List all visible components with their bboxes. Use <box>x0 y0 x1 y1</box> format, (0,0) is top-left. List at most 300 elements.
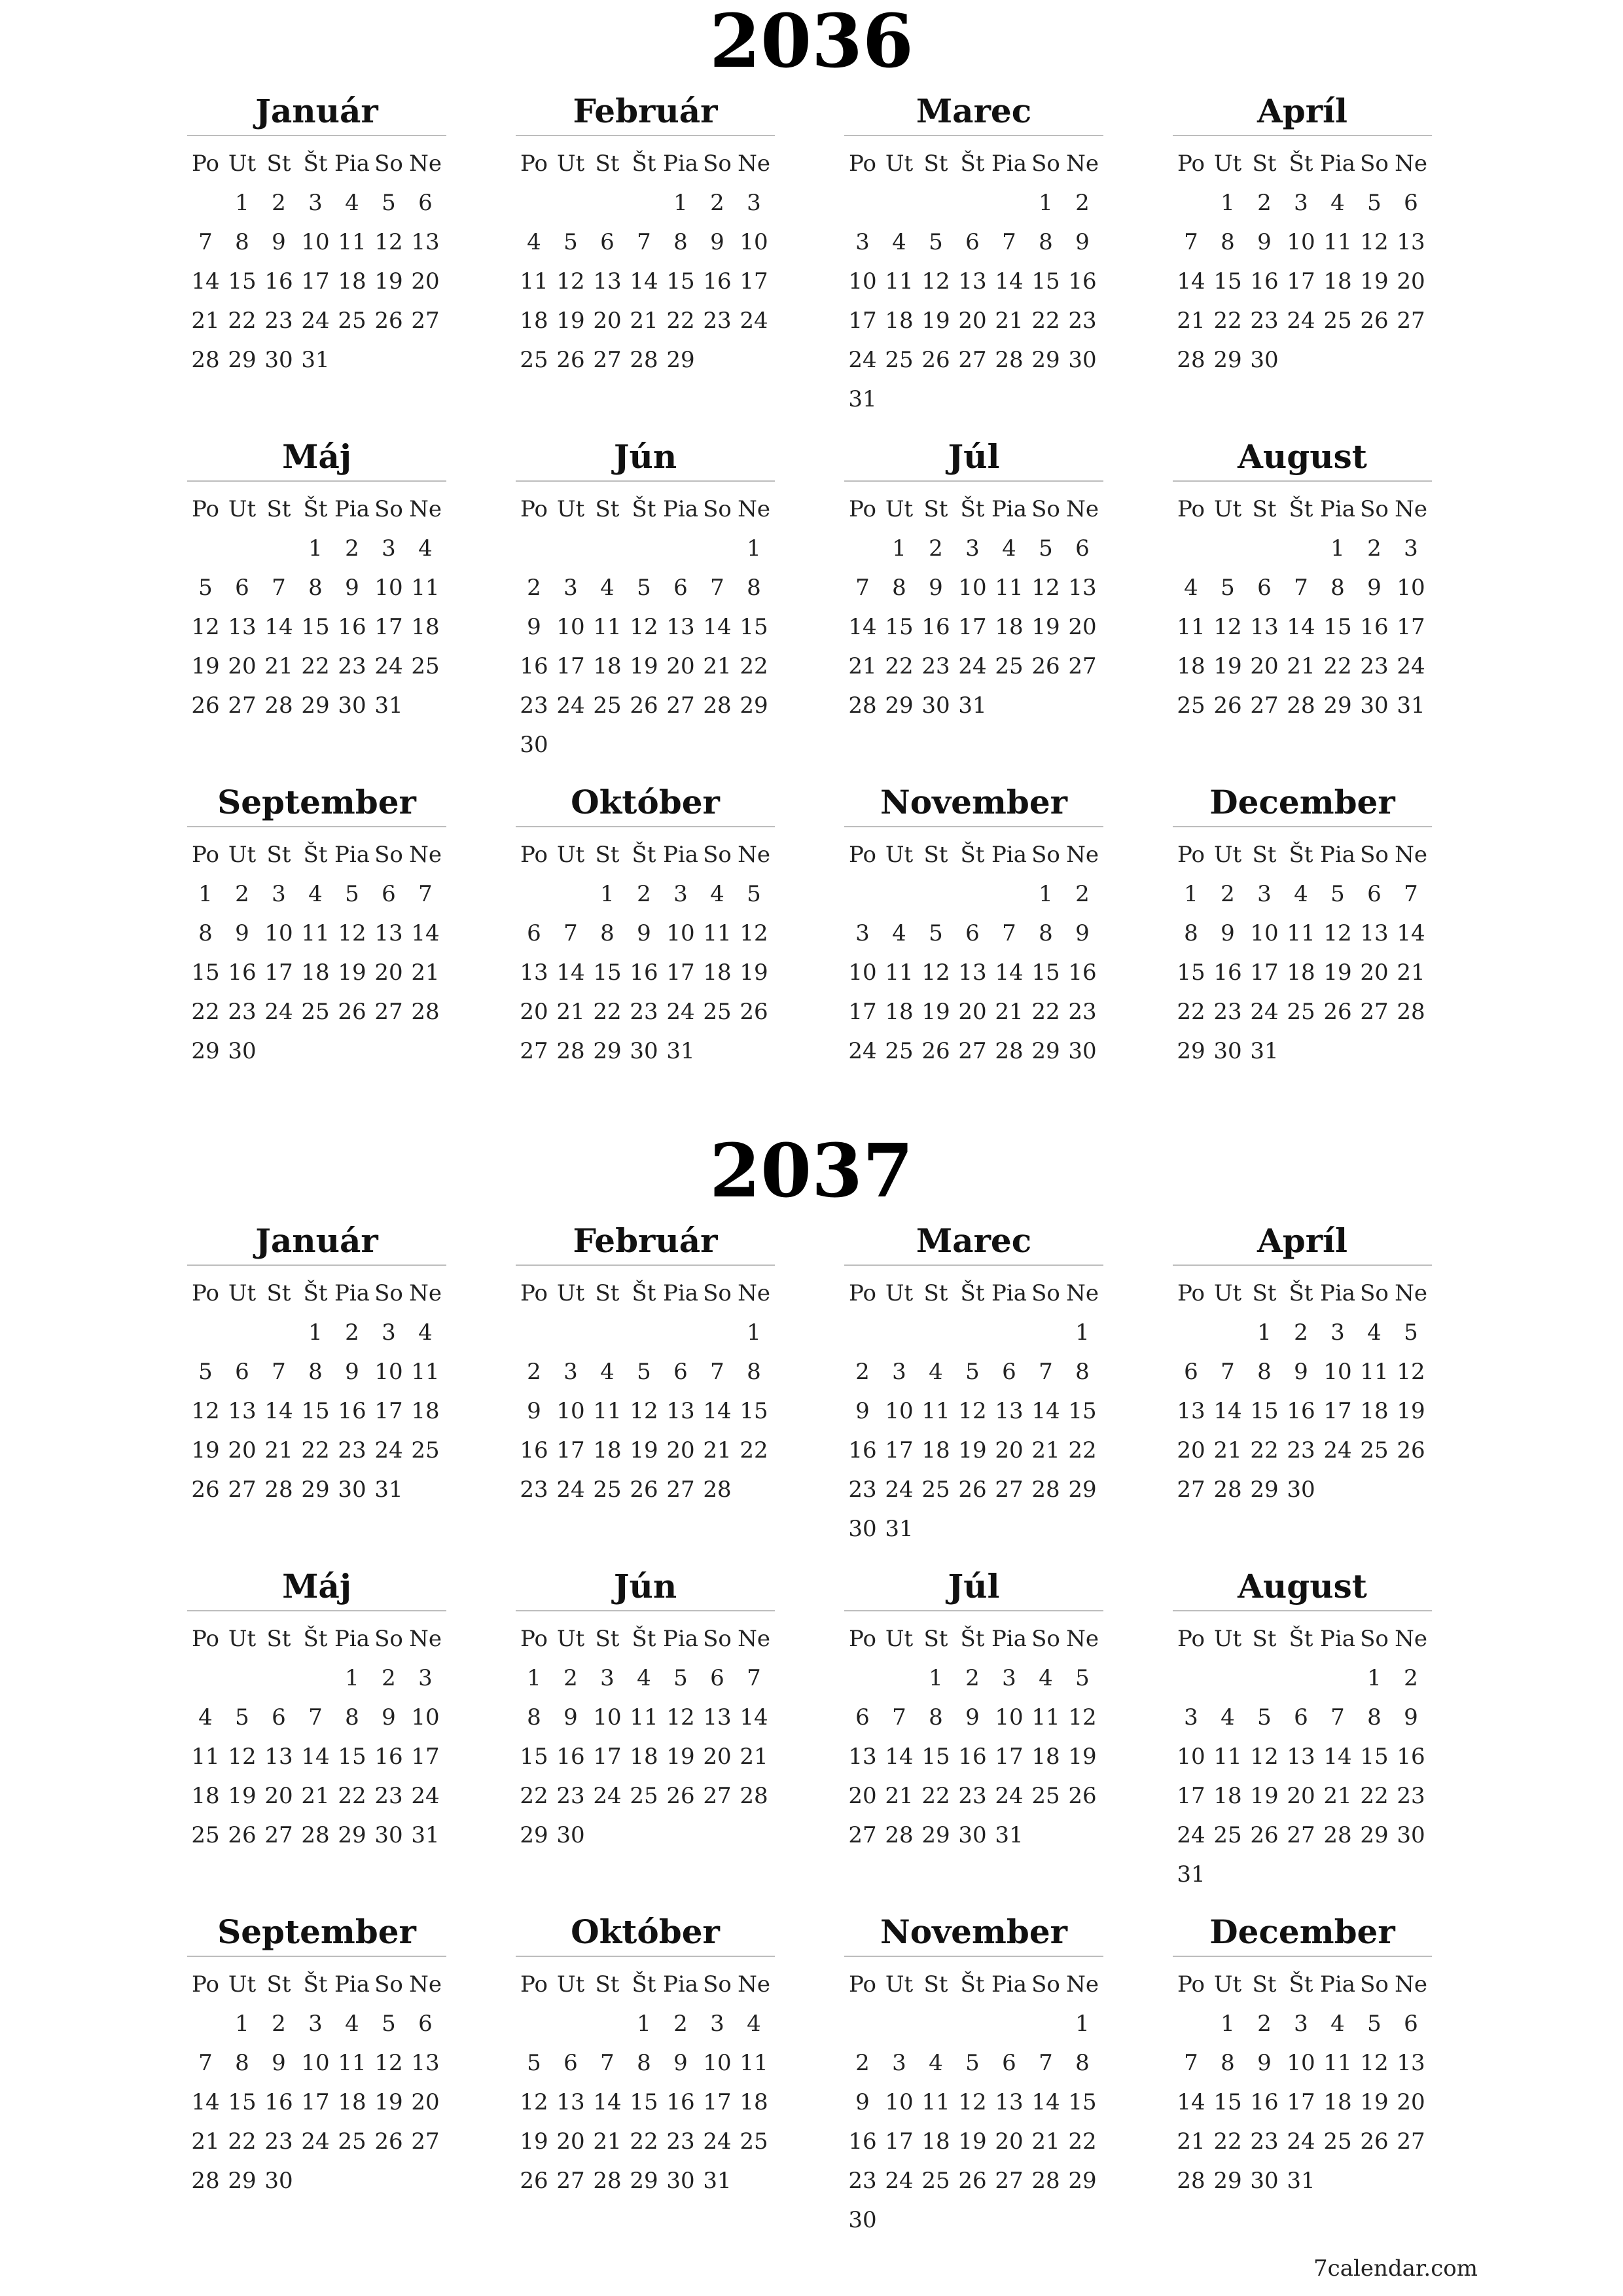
day-cell: 1 <box>308 1319 323 1346</box>
day-cell: 15 <box>1068 2089 1097 2115</box>
day-cell: 15 <box>1068 1398 1097 1424</box>
day-cell: 19 <box>958 2128 987 2155</box>
day-cell: 4 <box>892 229 906 255</box>
day-cell: 15 <box>191 960 220 986</box>
day-cell: 4 <box>1294 881 1308 907</box>
day-cell: 3 <box>1184 1704 1198 1731</box>
day-cell: 26 <box>1068 1783 1097 1809</box>
weekday-header: So <box>374 496 403 522</box>
day-cell: 10 <box>301 2050 330 2076</box>
month-name: Február <box>573 92 718 130</box>
weekday-header: Ne <box>1066 151 1099 177</box>
weekday-header: Pia <box>334 151 370 177</box>
weekday-header: Pia <box>334 1626 370 1652</box>
day-cell: 16 <box>1068 268 1097 295</box>
weekday-header: So <box>374 1280 403 1306</box>
day-cell: 24 <box>1287 2128 1315 2155</box>
day-cell: 23 <box>1250 2128 1279 2155</box>
day-cell: 4 <box>747 2011 761 2037</box>
day-cell: 18 <box>921 1437 950 1463</box>
day-cell: 2 <box>855 1359 870 1385</box>
day-cell: 31 <box>374 1477 403 1503</box>
day-cell: 31 <box>1177 1861 1205 1888</box>
day-cell: 21 <box>885 1783 914 1809</box>
day-cell: 1 <box>1075 1319 1090 1346</box>
day-cell: 19 <box>1397 1398 1425 1424</box>
day-cell: 21 <box>1323 1783 1352 1809</box>
day-cell: 28 <box>411 999 440 1025</box>
day-cell: 6 <box>710 1665 724 1691</box>
weekday-header: Št <box>303 151 328 177</box>
weekday-header: Št <box>303 1971 328 1998</box>
day-cell: 2 <box>382 1665 396 1691</box>
weekday-header: Po <box>192 842 219 868</box>
weekday-header: So <box>1360 151 1389 177</box>
day-cell: 20 <box>1397 268 1425 295</box>
day-cell: 17 <box>556 1437 585 1463</box>
day-cell: 14 <box>995 960 1024 986</box>
month-block <box>187 437 446 764</box>
day-cell: 9 <box>855 2089 870 2115</box>
weekday-header: Ne <box>1395 842 1427 868</box>
month-block <box>1173 1912 1432 2240</box>
day-cell: 27 <box>995 2168 1024 2194</box>
weekday-header: Pia <box>991 1626 1027 1652</box>
day-cell: 23 <box>264 308 293 334</box>
weekday-header: Št <box>960 1971 985 1998</box>
day-cell: 7 <box>747 1665 761 1691</box>
day-cell: 14 <box>1031 1398 1060 1424</box>
day-cell: 1 <box>1039 190 1053 216</box>
month-divider <box>516 135 775 136</box>
day-cell: 7 <box>272 1359 286 1385</box>
day-cell: 23 <box>848 1477 877 1503</box>
day-cell: 15 <box>1323 614 1352 640</box>
day-cell: 19 <box>921 999 950 1025</box>
weekday-header: Ut <box>885 496 914 522</box>
day-cell: 13 <box>228 1398 257 1424</box>
day-cell: 13 <box>995 1398 1024 1424</box>
month-block <box>187 783 446 1110</box>
weekday-header: St <box>1252 151 1277 177</box>
day-cell: 15 <box>520 1744 548 1770</box>
day-cell: 17 <box>301 268 330 295</box>
day-cell: 8 <box>1075 2050 1090 2076</box>
day-cell: 29 <box>1213 2168 1242 2194</box>
day-cell: 3 <box>1404 535 1418 562</box>
month-block <box>844 1912 1103 2240</box>
day-cell: 5 <box>1257 1704 1272 1731</box>
weekday-header: St <box>266 1626 291 1652</box>
day-cell: 3 <box>308 190 323 216</box>
day-cell: 14 <box>740 1704 768 1731</box>
day-cell: 21 <box>995 999 1024 1025</box>
weekday-header: So <box>1031 842 1060 868</box>
day-cell: 21 <box>740 1744 768 1770</box>
day-cell: 26 <box>191 692 220 719</box>
weekday-header: Ne <box>738 151 770 177</box>
month-divider <box>844 480 1103 482</box>
month-block <box>187 1221 446 1549</box>
day-cell: 23 <box>520 692 548 719</box>
day-cell: 26 <box>556 347 585 373</box>
day-cell: 20 <box>958 999 987 1025</box>
day-cell: 4 <box>1184 575 1198 601</box>
day-cell: 4 <box>600 1359 615 1385</box>
day-cell: 16 <box>520 1437 548 1463</box>
day-cell: 5 <box>198 1359 213 1385</box>
day-cell: 11 <box>885 268 914 295</box>
day-cell: 16 <box>848 2128 877 2155</box>
weekday-header: Št <box>960 151 985 177</box>
day-cell: 18 <box>1177 653 1205 679</box>
day-cell: 26 <box>228 1822 257 1848</box>
day-cell: 27 <box>374 999 403 1025</box>
day-cell: 25 <box>411 653 440 679</box>
day-cell: 6 <box>1002 2050 1016 2076</box>
day-cell: 24 <box>264 999 293 1025</box>
weekday-header: So <box>374 1971 403 1998</box>
day-cell: 6 <box>563 2050 578 2076</box>
day-cell: 12 <box>921 960 950 986</box>
day-cell: 15 <box>228 2089 257 2115</box>
day-cell: 15 <box>1213 2089 1242 2115</box>
day-cell: 13 <box>703 1704 732 1731</box>
day-cell: 6 <box>855 1704 870 1731</box>
day-cell: 22 <box>1068 1437 1097 1463</box>
day-cell: 10 <box>958 575 987 601</box>
month-name: Jún <box>613 1567 677 1605</box>
weekday-header: Pia <box>662 1280 699 1306</box>
day-cell: 23 <box>630 999 658 1025</box>
weekday-header: St <box>923 496 948 522</box>
day-cell: 28 <box>703 692 732 719</box>
day-cell: 12 <box>1213 614 1242 640</box>
weekday-header: Št <box>1289 1971 1313 1998</box>
weekday-header: St <box>595 1971 620 1998</box>
day-cell: 11 <box>191 1744 220 1770</box>
day-cell: 7 <box>1294 575 1308 601</box>
day-cell: 16 <box>958 1744 987 1770</box>
day-cell: 22 <box>301 1437 330 1463</box>
day-cell: 22 <box>1177 999 1205 1025</box>
day-cell: 29 <box>1323 692 1352 719</box>
day-cell: 22 <box>228 308 257 334</box>
day-cell: 2 <box>1075 881 1090 907</box>
day-cell: 20 <box>1250 653 1279 679</box>
day-cell: 25 <box>1323 308 1352 334</box>
day-cell: 27 <box>228 692 257 719</box>
day-cell: 18 <box>885 308 914 334</box>
day-cell: 31 <box>374 692 403 719</box>
day-cell: 10 <box>848 960 877 986</box>
day-cell: 5 <box>1404 1319 1418 1346</box>
day-cell: 25 <box>921 2168 950 2194</box>
day-cell: 2 <box>710 190 724 216</box>
day-cell: 27 <box>958 347 987 373</box>
day-cell: 27 <box>411 308 440 334</box>
month-name: December <box>1209 1912 1395 1951</box>
day-cell: 1 <box>747 1319 761 1346</box>
day-cell: 16 <box>264 2089 293 2115</box>
day-cell: 17 <box>374 614 403 640</box>
day-cell: 18 <box>921 2128 950 2155</box>
day-cell: 8 <box>1075 1359 1090 1385</box>
day-cell: 3 <box>710 2011 724 2037</box>
weekday-header: Po <box>1177 842 1205 868</box>
day-cell: 7 <box>1221 1359 1235 1385</box>
day-cell: 24 <box>374 1437 403 1463</box>
day-cell: 12 <box>556 268 585 295</box>
day-cell: 13 <box>1287 1744 1315 1770</box>
day-cell: 28 <box>630 347 658 373</box>
day-cell: 12 <box>228 1744 257 1770</box>
day-cell: 17 <box>1287 2089 1315 2115</box>
day-cell: 2 <box>855 2050 870 2076</box>
day-cell: 23 <box>264 2128 293 2155</box>
day-cell: 9 <box>235 920 249 946</box>
day-cell: 28 <box>1213 1477 1242 1503</box>
day-cell: 7 <box>563 920 578 946</box>
day-cell: 13 <box>374 920 403 946</box>
day-cell: 28 <box>703 1477 732 1503</box>
day-cell: 18 <box>1323 2089 1352 2115</box>
day-cell: 8 <box>345 1704 359 1731</box>
day-cell: 18 <box>1360 1398 1389 1424</box>
day-cell: 21 <box>1177 308 1205 334</box>
day-cell: 21 <box>191 2128 220 2155</box>
day-cell: 24 <box>740 308 768 334</box>
day-cell: 8 <box>198 920 213 946</box>
day-cell: 24 <box>885 2168 914 2194</box>
day-cell: 18 <box>703 960 732 986</box>
day-cell: 8 <box>747 1359 761 1385</box>
day-cell: 4 <box>929 1359 943 1385</box>
day-cell: 19 <box>1360 2089 1389 2115</box>
weekday-header: Ut <box>885 1626 914 1652</box>
weekday-header: Pia <box>334 842 370 868</box>
weekday-header: Ut <box>885 151 914 177</box>
day-cell: 2 <box>527 1359 541 1385</box>
day-cell: 20 <box>411 268 440 295</box>
day-cell: 29 <box>1068 2168 1097 2194</box>
weekday-header: Št <box>1289 1626 1313 1652</box>
day-cell: 21 <box>1397 960 1425 986</box>
day-cell: 30 <box>1360 692 1389 719</box>
day-cell: 6 <box>600 229 615 255</box>
day-cell: 5 <box>929 920 943 946</box>
day-cell: 18 <box>1031 1744 1060 1770</box>
day-cell: 6 <box>1002 1359 1016 1385</box>
weekday-header: Ut <box>1213 1280 1242 1306</box>
weekday-header: Št <box>632 496 656 522</box>
day-cell: 10 <box>995 1704 1024 1731</box>
day-cell: 27 <box>593 347 622 373</box>
day-cell: 18 <box>1323 268 1352 295</box>
day-cell: 27 <box>666 1477 695 1503</box>
day-cell: 5 <box>527 2050 541 2076</box>
month-block <box>844 92 1103 419</box>
day-cell: 24 <box>556 692 585 719</box>
day-cell: 29 <box>338 1822 366 1848</box>
weekday-header: Po <box>520 496 548 522</box>
day-cell: 4 <box>418 1319 433 1346</box>
day-cell: 28 <box>848 692 877 719</box>
day-cell: 2 <box>673 2011 688 2037</box>
day-cell: 15 <box>338 1744 366 1770</box>
day-cell: 18 <box>520 308 548 334</box>
day-cell: 27 <box>1068 653 1097 679</box>
weekday-header: Št <box>303 1626 328 1652</box>
day-cell: 15 <box>630 2089 658 2115</box>
weekday-header: St <box>1252 842 1277 868</box>
day-cell: 14 <box>1397 920 1425 946</box>
day-cell: 9 <box>1075 229 1090 255</box>
day-cell: 5 <box>198 575 213 601</box>
weekday-header: Po <box>849 1971 876 1998</box>
day-cell: 17 <box>740 268 768 295</box>
day-cell: 6 <box>382 881 396 907</box>
weekday-header: St <box>266 842 291 868</box>
day-cell: 18 <box>995 614 1024 640</box>
weekday-header: Št <box>1289 151 1313 177</box>
day-cell: 20 <box>1360 960 1389 986</box>
day-cell: 25 <box>885 1038 914 1064</box>
month-divider <box>187 480 446 482</box>
weekday-header: Pia <box>662 1626 699 1652</box>
day-cell: 25 <box>338 2128 366 2155</box>
day-cell: 21 <box>1177 2128 1205 2155</box>
day-cell: 20 <box>593 308 622 334</box>
month-divider <box>1173 826 1432 827</box>
weekday-header: Pia <box>1319 496 1356 522</box>
day-cell: 2 <box>1404 1665 1418 1691</box>
day-cell: 24 <box>301 2128 330 2155</box>
day-cell: 7 <box>1330 1704 1345 1731</box>
weekday-header: Pia <box>662 842 699 868</box>
day-cell: 14 <box>593 2089 622 2115</box>
day-cell: 12 <box>191 614 220 640</box>
day-cell: 26 <box>1031 653 1060 679</box>
day-cell: 14 <box>885 1744 914 1770</box>
month-name: Január <box>255 1221 378 1260</box>
day-cell: 11 <box>1323 229 1352 255</box>
month-divider <box>1173 135 1432 136</box>
day-cell: 14 <box>1287 614 1315 640</box>
day-cell: 20 <box>264 1783 293 1809</box>
day-cell: 6 <box>235 575 249 601</box>
day-cell: 29 <box>228 2168 257 2194</box>
day-cell: 30 <box>921 692 950 719</box>
day-cell: 28 <box>885 1822 914 1848</box>
day-cell: 7 <box>418 881 433 907</box>
day-cell: 2 <box>637 881 651 907</box>
weekday-header: Ut <box>1213 496 1242 522</box>
day-cell: 22 <box>228 2128 257 2155</box>
day-cell: 12 <box>191 1398 220 1424</box>
day-cell: 22 <box>1031 308 1060 334</box>
day-cell: 30 <box>228 1038 257 1064</box>
weekday-header: Ne <box>738 1971 770 1998</box>
day-cell: 11 <box>995 575 1024 601</box>
day-cell: 26 <box>1323 999 1352 1025</box>
weekday-header: Po <box>520 1971 548 1998</box>
month-name: Apríl <box>1257 92 1348 130</box>
day-cell: 24 <box>1287 308 1315 334</box>
day-cell: 8 <box>1184 920 1198 946</box>
day-cell: 26 <box>1250 1822 1279 1848</box>
day-cell: 2 <box>345 535 359 562</box>
day-cell: 21 <box>301 1783 330 1809</box>
weekday-header: Št <box>960 1280 985 1306</box>
weekday-header: So <box>374 842 403 868</box>
day-cell: 22 <box>666 308 695 334</box>
day-cell: 10 <box>885 1398 914 1424</box>
weekday-header: Po <box>520 842 548 868</box>
day-cell: 4 <box>345 2011 359 2037</box>
day-cell: 20 <box>228 1437 257 1463</box>
day-cell: 2 <box>1221 881 1235 907</box>
day-cell: 25 <box>301 999 330 1025</box>
day-cell: 25 <box>338 308 366 334</box>
weekday-header: Ut <box>556 1280 585 1306</box>
weekday-header: Pia <box>991 842 1027 868</box>
weekday-header: St <box>923 1626 948 1652</box>
day-cell: 13 <box>520 960 548 986</box>
day-cell: 21 <box>848 653 877 679</box>
day-cell: 12 <box>374 229 403 255</box>
day-cell: 5 <box>382 190 396 216</box>
day-cell: 12 <box>1323 920 1352 946</box>
site-credit: 7calendar.com <box>1313 2255 1478 2282</box>
day-cell: 17 <box>374 1398 403 1424</box>
day-cell: 17 <box>885 2128 914 2155</box>
day-cell: 29 <box>228 347 257 373</box>
day-cell: 19 <box>921 308 950 334</box>
day-cell: 9 <box>563 1704 578 1731</box>
day-cell: 3 <box>1257 881 1272 907</box>
weekday-header: Ne <box>1066 842 1099 868</box>
day-cell: 6 <box>965 920 980 946</box>
weekday-header: Pia <box>1319 842 1356 868</box>
weekday-header: Po <box>1177 1971 1205 1998</box>
weekday-header: Ne <box>1395 151 1427 177</box>
day-cell: 6 <box>1184 1359 1198 1385</box>
day-cell: 1 <box>600 881 615 907</box>
day-cell: 27 <box>1287 1822 1315 1848</box>
weekday-header: So <box>374 151 403 177</box>
day-cell: 25 <box>703 999 732 1025</box>
day-cell: 12 <box>520 2089 548 2115</box>
weekday-header: Pia <box>334 1280 370 1306</box>
day-cell: 30 <box>1068 1038 1097 1064</box>
day-cell: 12 <box>958 1398 987 1424</box>
day-cell: 1 <box>673 190 688 216</box>
day-cell: 14 <box>630 268 658 295</box>
day-cell: 23 <box>921 653 950 679</box>
weekday-header: Po <box>1177 1626 1205 1652</box>
day-cell: 25 <box>191 1822 220 1848</box>
weekday-header: Ut <box>1213 151 1242 177</box>
day-cell: 13 <box>1360 920 1389 946</box>
day-cell: 2 <box>1257 2011 1272 2037</box>
day-cell: 19 <box>191 1437 220 1463</box>
month-divider <box>187 1265 446 1266</box>
weekday-header: St <box>266 151 291 177</box>
day-cell: 30 <box>264 2168 293 2194</box>
day-cell: 30 <box>1213 1038 1242 1064</box>
day-cell: 3 <box>1294 190 1308 216</box>
